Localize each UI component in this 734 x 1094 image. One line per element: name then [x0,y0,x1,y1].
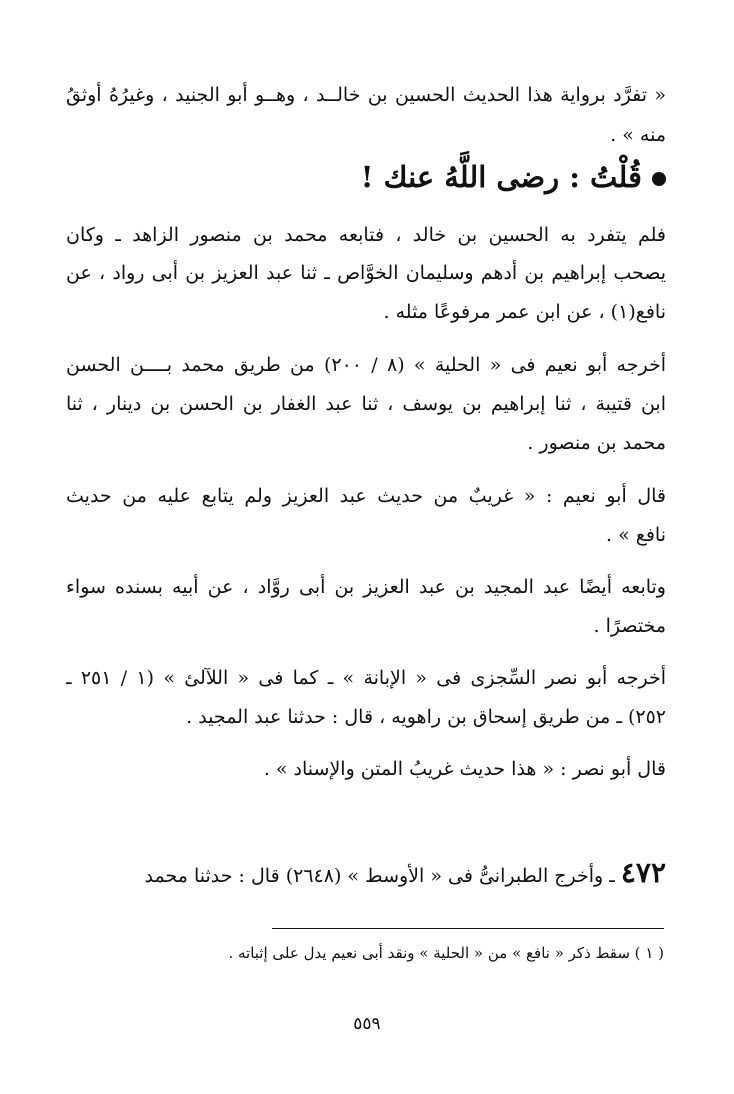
hadith-text: ـ وأخرج الطبرانىُّ فى « الأوسط » (٢٦٤٨) قال : حدثنا محمد [144,865,621,887]
paragraph-3-line-1: أخرجه أبو نعيم فى « الحلية » (٨ / ٢٠٠) من طريق محمد بــــن الحسن [66,354,666,376]
paragraph-6-line-2: ٢٥٢) ـ من طريق إسحاق بن راهويه ، قال : حدثنا عبد المجيد . [186,706,666,728]
bullet-icon [652,172,666,186]
section-heading [66,158,666,196]
paragraph-7-line-1: قال أبو نصر : « هذا حديث غريبُ المتن والإسناد » . [263,758,666,780]
paragraph-3-line-2: ابن قتيبة ، ثنا إبراهيم بن يوسف ، ثنا عبد الغفار بن الحسن بن دينار ، ثنا [66,393,666,415]
footnote-divider [272,928,664,929]
heading-text: قُلْتُ : رضى اللَّهُ عنك ! [360,160,642,194]
paragraph-2-line-1: فلم يتفرد به الحسين بن خالد ، فتابعه محمد بن منصور الزاهد ـ وكان [66,224,666,246]
paragraph-4-line-2: نافع » . [605,524,666,546]
paragraph-2-line-3: نافع(١) ، عن ابن عمر مرفوعًا مثله . [383,301,666,323]
paragraph-1-line-1: « تفرَّد برواية هذا الحديث الحسين بن خالــد ، وهــو أبو الجنيد ، وغيرُهُ أوثقُ [66,84,666,106]
paragraph-6-line-1: أخرجه أبو نصر السِّجزى فى « الإبانة » ـ كما فى « اللآلئ » (١ / ٢٥١ ـ [66,667,666,689]
paragraph-4-line-1: قال أبو نعيم : « غريبٌ من حديث عبد العزيز ولم يتابع عليه من حديث [66,485,666,507]
paragraph-5-line-2: مختصرًا . [593,615,666,637]
paragraph-1-line-2: منه » . [610,124,666,146]
paragraph-5-line-1: وتابعه أيضًا عبد المجيد بن عبد العزيز بن أبى روَّاد ، عن أبيه بسنده سواء [66,576,666,598]
hadith-entry [66,856,666,893]
paragraph-2-line-2: يصحب إبراهيم بن أدهم وسليمان الخوَّاص ـ ثنا عبد العزيز بن أبى رواد ، عن [66,262,666,284]
footnote-text: ( ١ ) سقط ذكر « نافع » من « الحلية » ونقد أبى نعيم يدل على إثباته . [228,944,664,962]
hadith-number: ٤٧٢ [620,856,666,889]
page-number: ٥٥٩ [353,1014,381,1034]
paragraph-3-line-3: محمد بن منصور . [527,432,666,454]
